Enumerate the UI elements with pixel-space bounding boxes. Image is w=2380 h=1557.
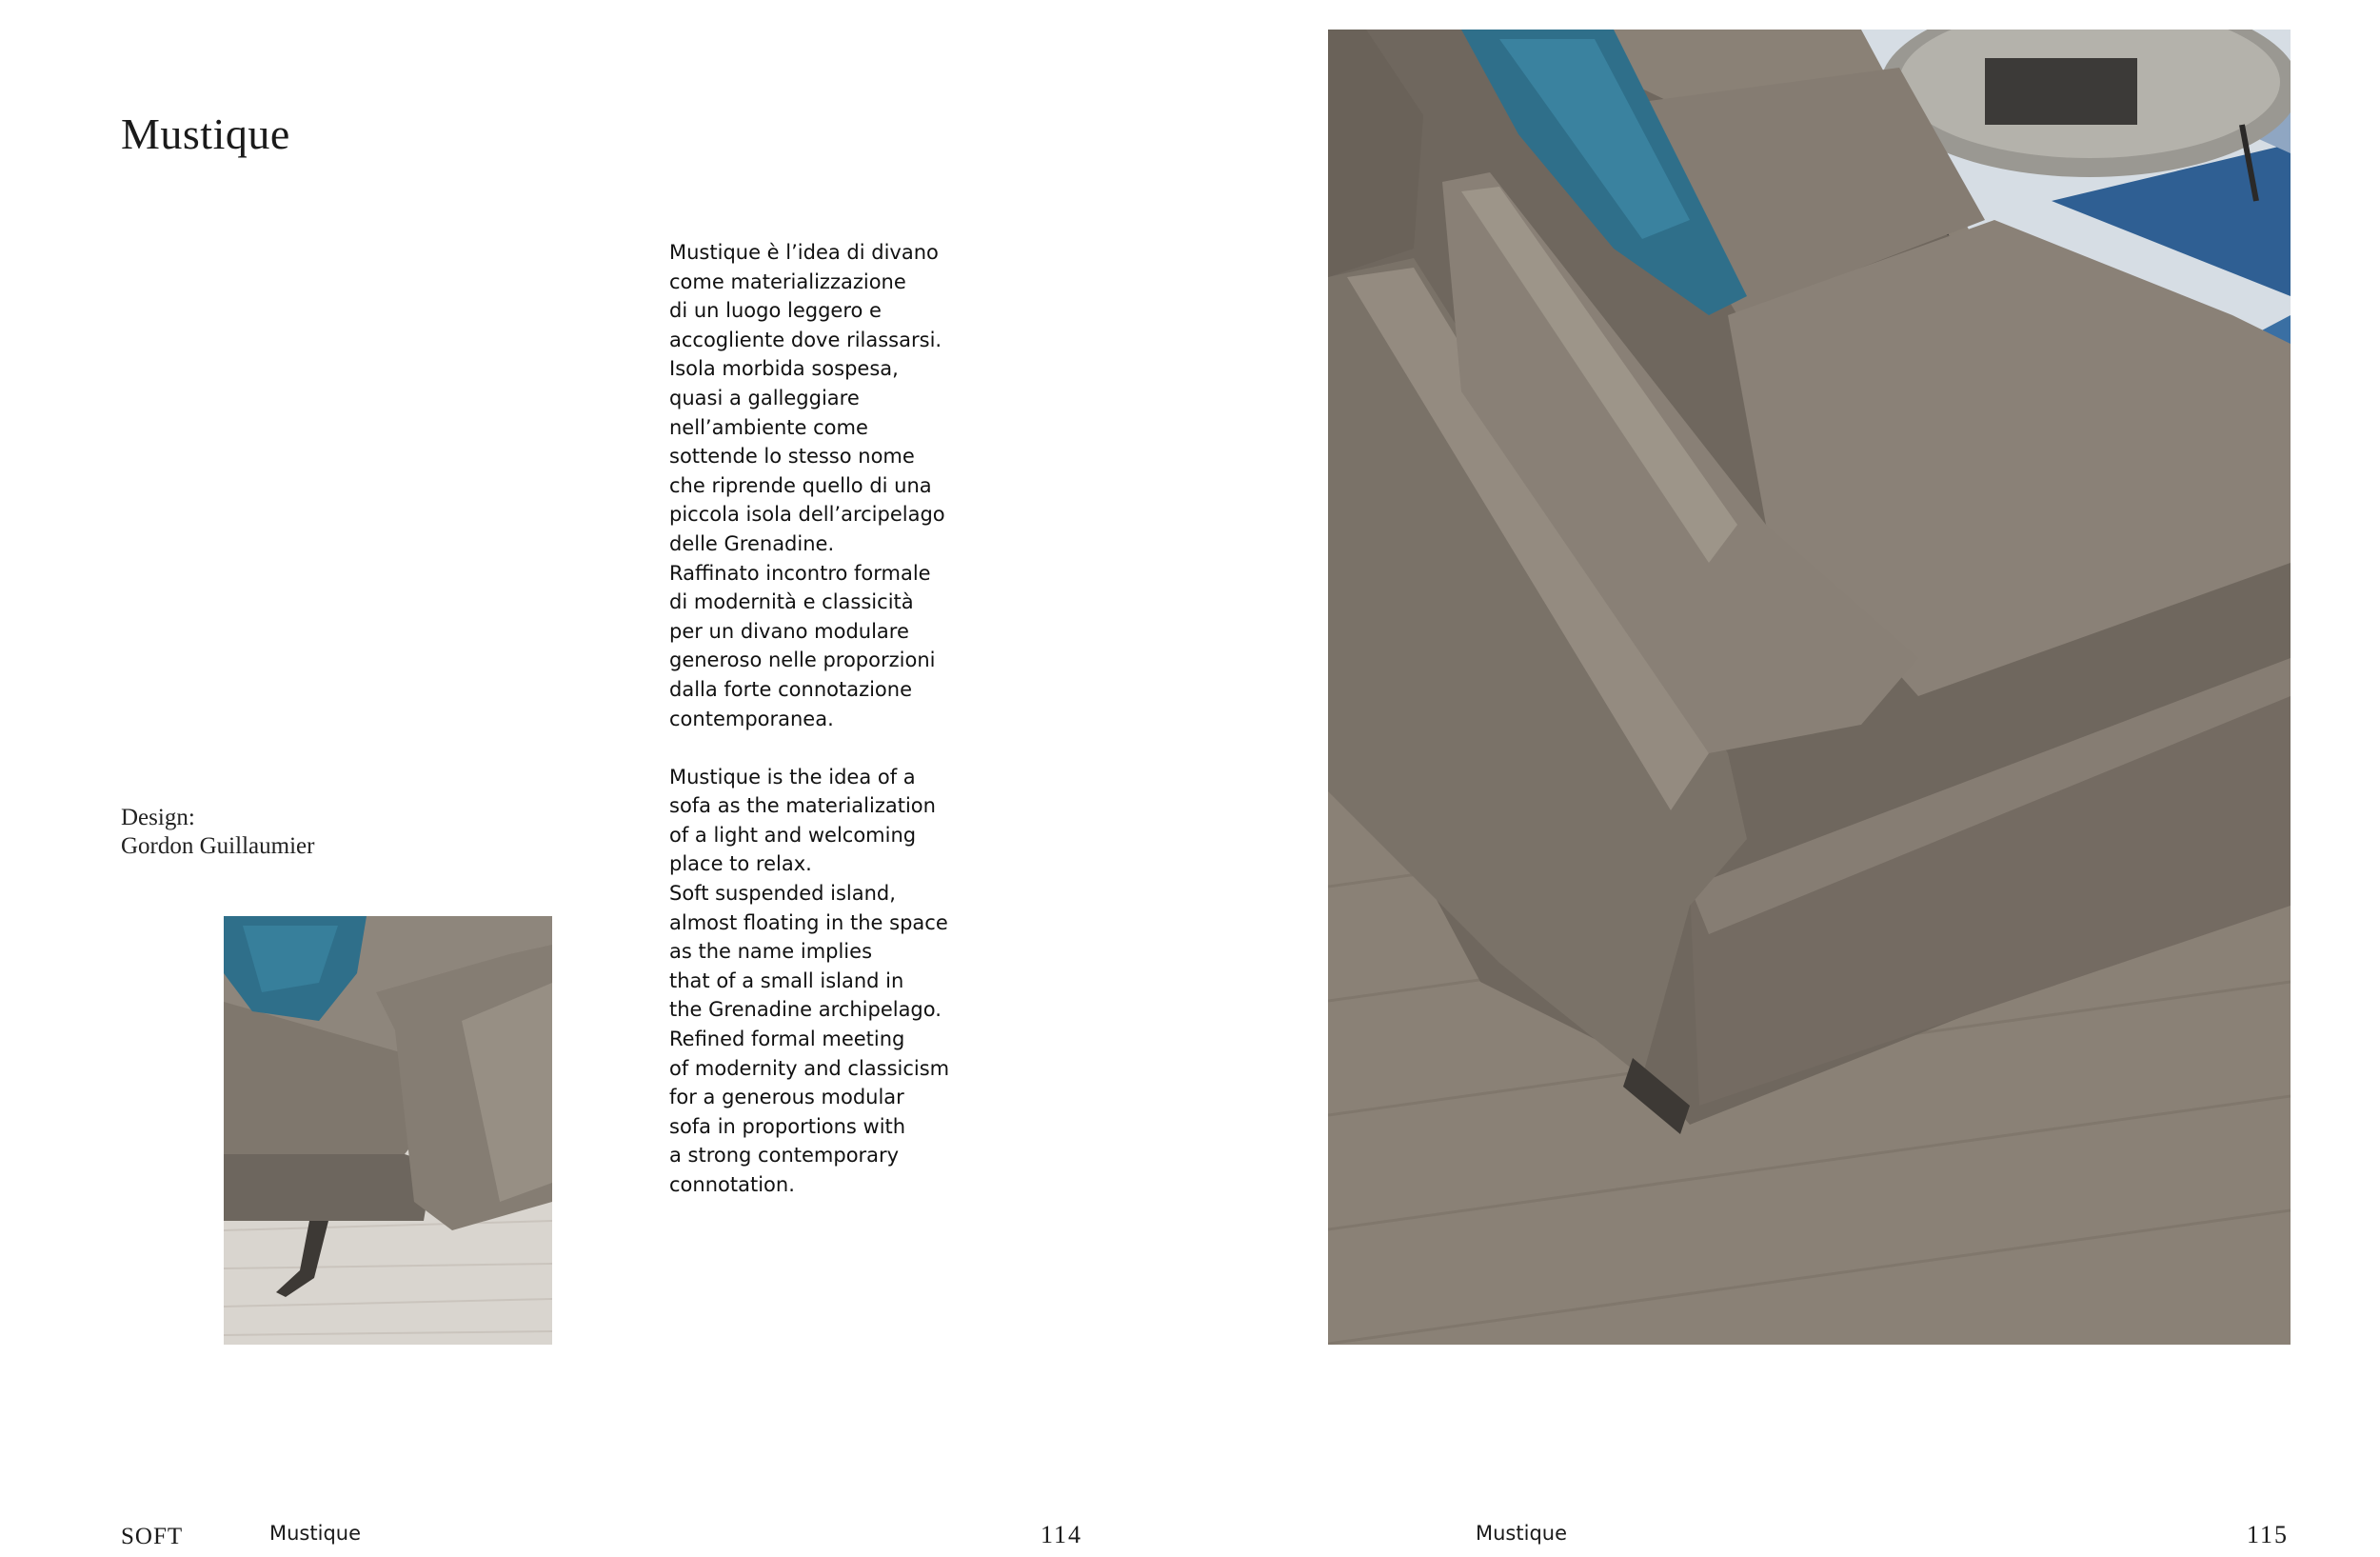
designer-name: Gordon Guillaumier: [121, 833, 315, 859]
page-title: Mustique: [121, 110, 290, 158]
footer-title-right: Mustique: [1476, 1522, 1567, 1545]
footer-title-left: Mustique: [269, 1522, 361, 1545]
sofa-main-photo: [1328, 30, 2291, 1345]
description-english: Mustique is the idea of a sofa as the materialization of a light and welcoming place to relax. Soft suspended island, almost floating in the space as the name implies that of a small island in the Grenadine archipelago. Refined formal meeting of modernity and classicism for a generous modular sofa in proportions with a strong contemporary connotation.: [669, 765, 950, 1196]
page-number-left: 114: [1041, 1521, 1083, 1548]
description-italian: Mustique è l’idea di divano come materializzazione di un luogo leggero e accogliente dove rilassarsi. Isola morbida sospesa, quasi a galleggiare nell’ambiente come sottende lo stesso nome che riprende quello di una piccola isola dell’arcipelago delle Grenadine. Raffinato incontro formale di modernità e classicità per un divano modulare generoso nelle proporzioni dalla forte connotazione contemporanea.: [669, 241, 945, 730]
design-label: Design:: [121, 805, 195, 830]
page-number-right: 115: [2247, 1521, 2290, 1548]
product-description: [669, 238, 983, 1200]
design-credit: [121, 804, 314, 861]
sofa-detail-photo: [224, 916, 552, 1345]
section-label: SOFT: [121, 1524, 184, 1549]
